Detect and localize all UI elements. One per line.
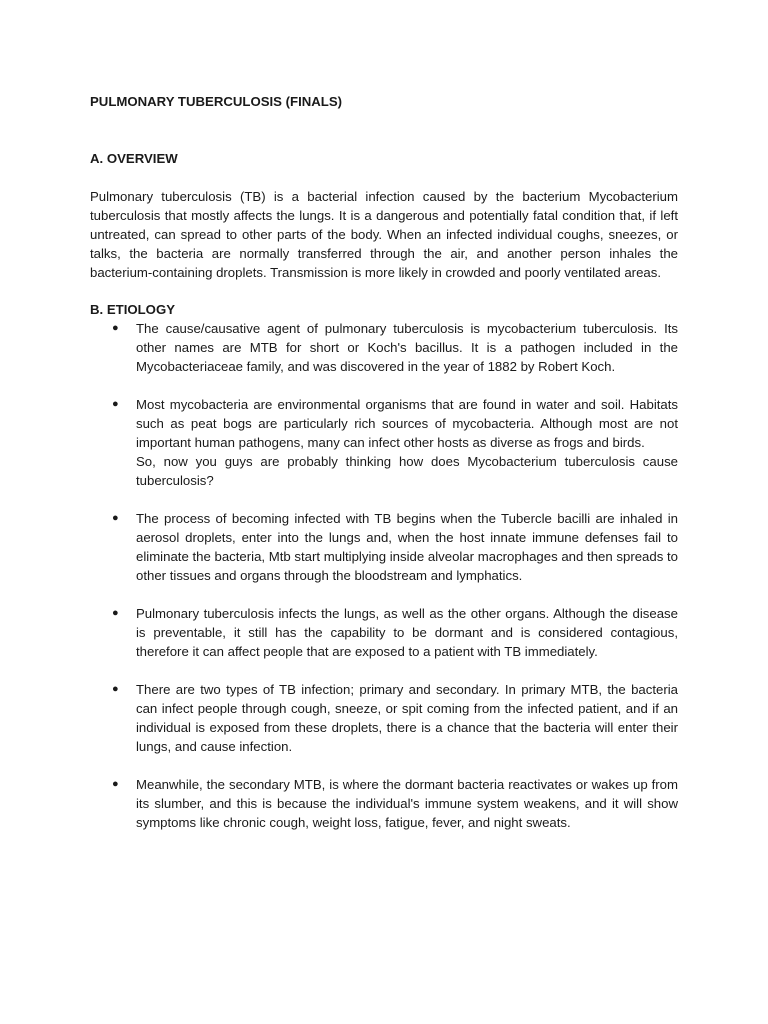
list-item xyxy=(90,395,678,452)
list-item-text: Pulmonary tuberculosis infects the lungs, as well as the other organs. Although the disease is preventable, it still has the capability to be dormant and is considered contagious, therefore it can affect people that are exposed to a patient with TB immediately. xyxy=(136,606,678,659)
bullet-icon: ● xyxy=(112,398,119,410)
etiology-heading: B. ETIOLOGY xyxy=(90,302,175,317)
bullet-icon: ● xyxy=(112,607,119,619)
bullet-icon: ● xyxy=(112,778,119,790)
list-item-text: Most mycobacteria are environmental organisms that are found in water and soil. Habitats such as peat bogs are particularly rich sources of mycobacteria. Although most are not important human pathogens, many can infect other hosts as diverse as frogs and birds. xyxy=(136,397,678,450)
bullet-icon: ● xyxy=(112,683,119,695)
bullet-icon: ● xyxy=(112,322,119,334)
list-item-text: There are two types of TB infection; primary and secondary. In primary MTB, the bacteria can infect people through cough, sneeze, or spit coming from the infected patient, and if an individual is exposed from these droplets, there is a chance that the bacteria will enter their lungs, and cause infection. xyxy=(136,682,678,754)
list-item xyxy=(90,509,678,585)
etiology-list xyxy=(90,319,678,452)
list-item xyxy=(90,680,678,756)
list-item-text: Meanwhile, the secondary MTB, is where the dormant bacteria reactivates or wakes up from its slumber, and this is because the individual's immune system weakens, and it will show symptoms like chronic cough, weight loss, fatigue, fever, and night sweats. xyxy=(136,777,678,830)
aside-paragraph: So, now you guys are probably thinking how does Mycobacterium tuberculosis cause tuberculosis? xyxy=(136,454,678,488)
overview-paragraph: Pulmonary tuberculosis (TB) is a bacterial infection caused by the bacterium Mycobacterium tuberculosis that mostly affects the lungs. It is a dangerous and potentially fatal condition that, if left untreated, can spread to other parts of the body. When an infected individual coughs, sneezes, or talks, the bacteria are normally transferred through the air, and another person inhales the bacterium-containing droplets. Transmission is more likely in crowded and poorly ventilated areas. xyxy=(90,189,678,280)
list-item xyxy=(90,775,678,832)
etiology-list-continued xyxy=(90,509,678,832)
list-item-text: The process of becoming infected with TB begins when the Tubercle bacilli are inhaled in aerosol droplets, enter into the lungs and, when the host innate immune defenses fail to eliminate the bacteria, Mtb start multiplying inside alveolar macrophages and then spreads to other tissues and organs through the bloodstream and lymphatics. xyxy=(136,511,678,583)
document-title: PULMONARY TUBERCULOSIS (FINALS) xyxy=(90,94,343,109)
overview-heading: A. OVERVIEW xyxy=(90,151,178,166)
list-item xyxy=(90,604,678,661)
document-page xyxy=(90,92,678,832)
list-item-text: The cause/causative agent of pulmonary tuberculosis is mycobacterium tuberculosis. Its other names are MTB for short or Koch's bacillus. It is a pathogen included in the Mycobacteriaceae family, and was discovered in the year of 1882 by Robert Koch. xyxy=(136,321,678,374)
list-item xyxy=(90,319,678,376)
bullet-icon: ● xyxy=(112,512,119,524)
